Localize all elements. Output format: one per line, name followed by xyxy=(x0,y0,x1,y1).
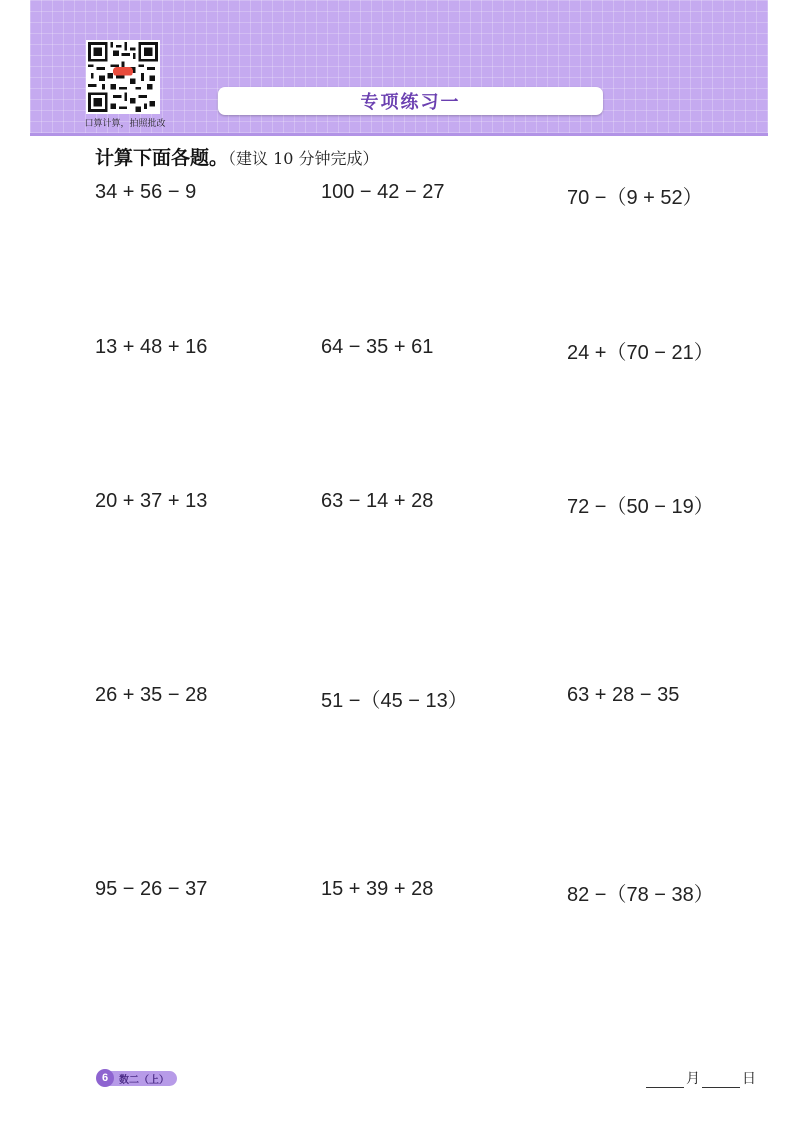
problem-2-2: 64 − 35 + 61 xyxy=(321,336,434,358)
page-number: 6 xyxy=(96,1069,114,1087)
problem-1-3: 70 −（9 + 52） xyxy=(567,187,703,209)
qr-code-icon xyxy=(88,42,158,112)
problem-3-1: 20 + 37 + 13 xyxy=(95,490,208,512)
qr-code[interactable] xyxy=(86,40,160,114)
grade-label: 数二（上） xyxy=(108,1071,177,1086)
day-label: 日 xyxy=(742,1070,756,1086)
date-field xyxy=(644,1068,756,1088)
problem-4-1: 26 + 35 − 28 xyxy=(95,684,208,706)
problem-3-2: 63 − 14 + 28 xyxy=(321,490,434,512)
day-blank[interactable] xyxy=(702,1073,740,1088)
problem-5-1: 95 − 26 − 37 xyxy=(95,878,208,900)
problem-4-3: 63 + 28 − 35 xyxy=(567,684,680,706)
problem-4-2: 51 −（45 − 13） xyxy=(321,690,468,712)
month-label: 月 xyxy=(686,1070,700,1086)
page-title: 专项练习一 xyxy=(218,87,603,115)
problem-2-3: 24 +（70 − 21） xyxy=(567,342,714,364)
problem-5-3: 82 −（78 − 38） xyxy=(567,884,714,906)
problem-1-2: 100 − 42 − 27 xyxy=(321,181,445,203)
problem-2-1: 13 + 48 + 16 xyxy=(95,336,208,358)
instruction-main: 计算下面各题。 xyxy=(95,147,229,169)
problem-1-1: 34 + 56 − 9 xyxy=(95,181,197,203)
problem-5-2: 15 + 39 + 28 xyxy=(321,878,434,900)
page-badge xyxy=(96,1069,177,1087)
problem-3-3: 72 −（50 − 19） xyxy=(567,496,714,518)
month-blank[interactable] xyxy=(646,1073,684,1088)
instruction xyxy=(95,143,379,170)
qr-caption: 口算计算，拍照批改 xyxy=(84,118,166,128)
instruction-note: （建议 10 分钟完成） xyxy=(228,149,379,168)
